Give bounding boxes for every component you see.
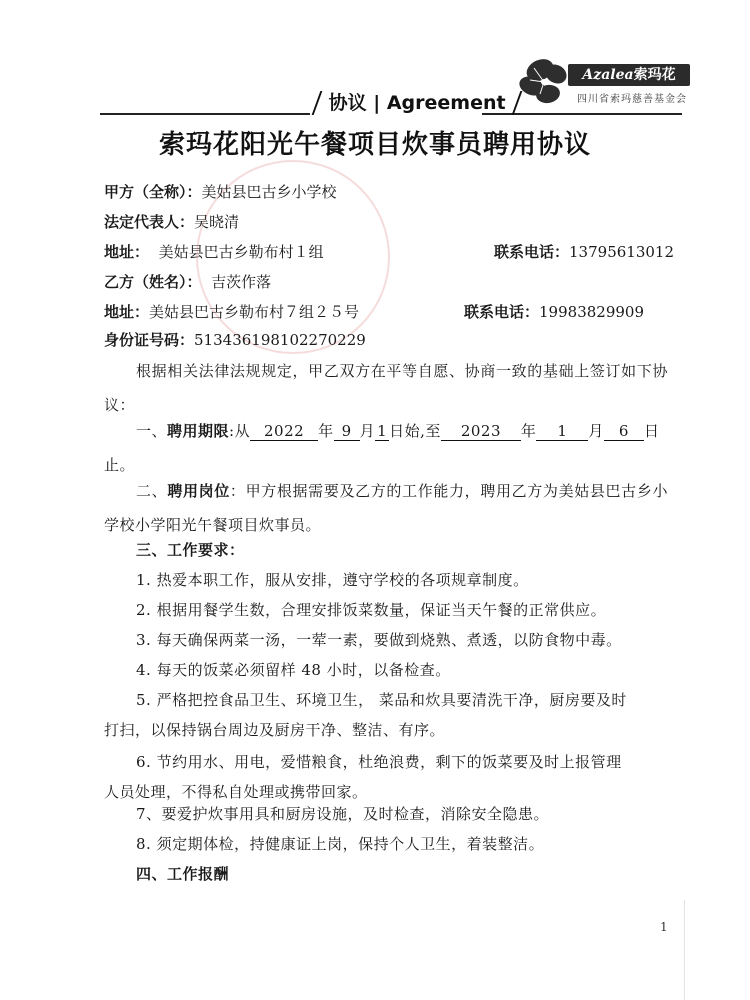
start-suffix: 日始,至 <box>389 422 441 440</box>
party-a-phone-value: 13795613012 <box>569 243 674 261</box>
header-rule-left <box>100 113 310 115</box>
foundation-logo <box>518 50 692 112</box>
party-b-address-value: 美姑县巴古乡勒布村７组２５号 <box>149 303 360 321</box>
section1-label: 聘用期限 <box>167 422 230 440</box>
party-a-rep-value: 吴晓清 <box>194 213 240 231</box>
end-month: 1 <box>536 422 588 441</box>
end-year: 2023 <box>441 422 521 441</box>
party-a-rep-label: 法定代表人： <box>104 213 195 231</box>
requirement-item-6-line2: 人员处理，不得私自处理或携带回家。 <box>104 783 368 801</box>
party-b-address-label: 地址： <box>104 303 150 321</box>
logo-subtitle: 四川省索玛慈善基金会 <box>577 94 687 105</box>
party-b-phone-value: 19983829909 <box>539 303 644 321</box>
requirement-item-8: 8. 须定期体检，持健康证上岗，保持个人卫生，着装整洁。 <box>136 835 545 853</box>
scan-edge <box>684 900 685 1000</box>
section1-term <box>104 414 668 482</box>
party-b-value: 吉茨作落 <box>211 273 272 291</box>
logo-chinese: 索玛花 <box>633 67 676 83</box>
party-a-address-row <box>104 242 324 262</box>
page-number: 1 <box>660 920 668 934</box>
party-a-address-label: 地址： <box>104 243 150 261</box>
logo-english: Azalea <box>582 67 634 83</box>
requirement-item-5-line2: 打扫，以保持锅台周边及厨房干净、整洁、有序。 <box>104 721 446 739</box>
tab-slash-right <box>512 91 523 115</box>
party-b-label: 乙方（姓名）： <box>104 273 202 291</box>
party-a-address-value: 美姑县巴古乡勒布村１组 <box>158 243 324 261</box>
start-month-char: 月 <box>359 422 376 440</box>
section2-prefix: 二、 <box>136 482 168 500</box>
party-a-phone-label: 联系电话： <box>494 243 570 261</box>
intro-paragraph: 根据相关法律法规规定，甲乙双方在平等自愿、协商一致的基础上签订如下协议： <box>104 362 668 414</box>
party-b-name-row <box>104 272 271 292</box>
tab-chinese: 协议 <box>328 92 367 114</box>
start-year: 2022 <box>250 422 318 441</box>
start-day: 1 <box>377 422 388 440</box>
party-b-phone-label: 联系电话： <box>464 303 540 321</box>
start-month: 9 <box>334 422 360 441</box>
logo-wordmark <box>568 64 690 86</box>
requirement-item-4: 4. 每天的饭菜必须留样 48 小时，以备检查。 <box>136 661 451 679</box>
requirement-item-5-line1: 5. 严格把控食品卫生、环境卫生， 菜品和炊具要清洗干净，厨房要及时 <box>136 691 627 709</box>
start-year-char: 年 <box>318 422 334 440</box>
end-year-char: 年 <box>520 422 537 440</box>
party-a-phone-row <box>494 242 674 262</box>
party-b-id-label: 身份证号码： <box>104 331 195 349</box>
party-b-address-row <box>104 302 359 322</box>
section2-text: ：甲方根据需要及乙方的工作能力，聘用乙方为美姑县巴古乡小学校小学阳光午餐项目炊事员。 <box>104 482 668 534</box>
section1-from: :从 <box>229 422 251 440</box>
party-b-id-value: 513436198102270229 <box>194 331 366 349</box>
section2-label: 聘用岗位 <box>167 482 230 500</box>
section3-heading: 三、工作要求： <box>136 541 245 559</box>
requirement-item-1: 1. 热爱本职工作，服从安排，遵守学校的各项规章制度。 <box>136 571 529 589</box>
section2-position <box>104 474 668 542</box>
end-day-char: 日 <box>643 422 660 440</box>
header-tab <box>302 91 532 115</box>
party-a-label: 甲方（全称）： <box>104 183 202 201</box>
party-b-id-row <box>104 330 366 350</box>
party-b-phone-row <box>464 302 644 322</box>
tab-separator: | <box>373 92 381 114</box>
requirement-item-2: 2. 根据用餐学生数，合理安排饭菜数量，保证当天午餐的正常供应。 <box>136 601 607 619</box>
section1-prefix: 一、 <box>136 422 168 440</box>
requirement-item-7: 7、要爱护炊事用具和厨房设施，及时检查，消除安全隐患。 <box>136 805 550 823</box>
party-a-rep-row <box>104 212 239 232</box>
tab-slash-left <box>312 91 323 115</box>
end-day: 6 <box>604 422 644 441</box>
party-a-value: 美姑县巴古乡小学校 <box>201 183 337 201</box>
section1-end: 止。 <box>104 456 136 474</box>
section4-heading: 四、工作报酬 <box>136 865 230 883</box>
requirement-item-3: 3. 每天确保两菜一汤，一荤一素，要做到烧熟、煮透，以防食物中毒。 <box>136 631 622 649</box>
requirement-item-6-line1: 6. 节约用水、用电，爱惜粮食，杜绝浪费，剩下的饭菜要及时上报管理 <box>136 753 622 771</box>
tab-english: Agreement <box>386 92 506 114</box>
document-title: 索玛花阳光午餐项目炊事员聘用协议 <box>158 130 591 160</box>
end-month-char: 月 <box>588 422 604 440</box>
party-a-name-row <box>104 182 337 202</box>
